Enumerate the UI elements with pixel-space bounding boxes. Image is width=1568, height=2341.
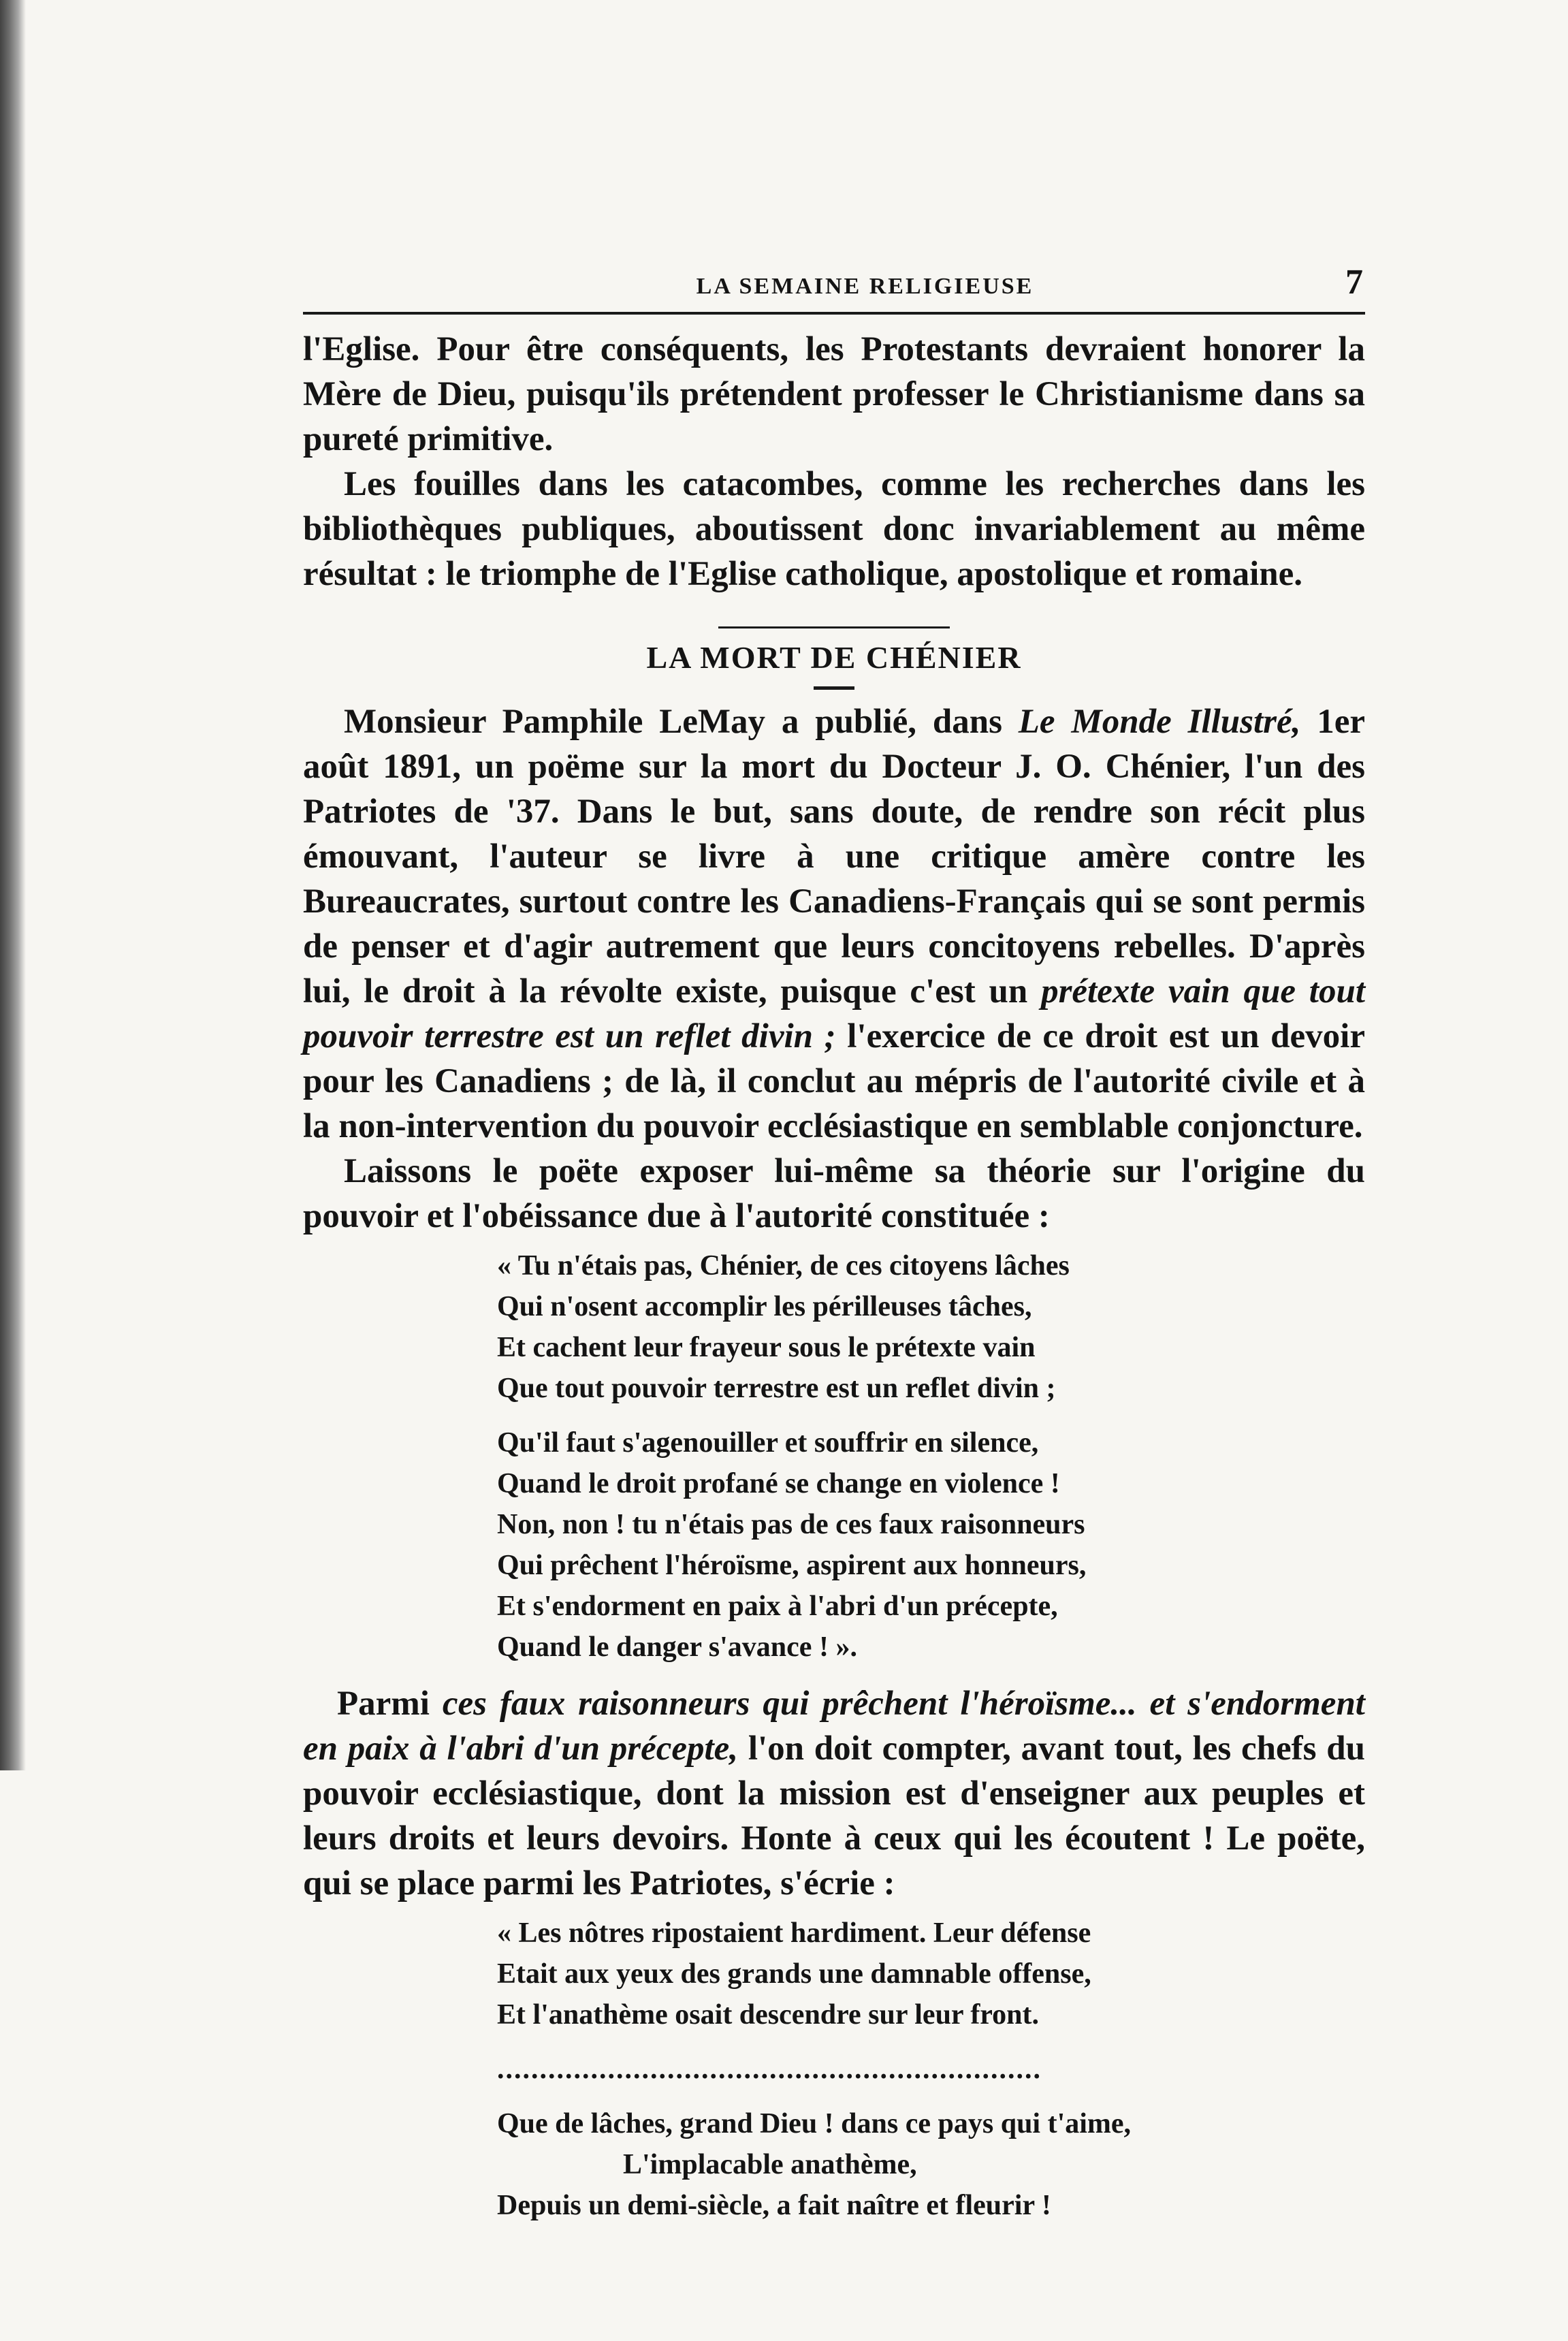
poem-1-stanza-2 <box>497 1422 1365 1668</box>
paragraph-5-quote: ces faux raisonneurs qui prêchent l'héroïsme... et s'endorment en paix à l'abri d'un précepte, <box>303 1685 1365 1768</box>
paragraph-intro-1: l'Eglise. Pour être conséquents, les Protestants devraient honorer la Mère de Dieu, puisqu'ils prétendent professer le Christianisme dans sa pureté primitive. <box>303 330 1365 458</box>
poem-2-stanza-2 <box>497 2103 1365 2226</box>
paragraph-4: Laissons le poëte exposer lui-même sa théorie sur l'origine du pouvoir et l'obéissance due à l'autorité constituée : <box>303 1152 1365 1235</box>
running-header <box>303 262 1365 315</box>
verse-line: Quand le danger s'avance ! ». <box>497 1631 857 1663</box>
verse-line: Etait aux yeux des grands une damnable offense, <box>497 1958 1091 1990</box>
verse-line: Quand le droit profané se change en violence ! <box>497 1468 1060 1499</box>
paragraph-3-quote: prétexte vain que tout pouvoir terrestre est un reflet divin ; <box>303 972 1365 1055</box>
poem-1-stanza-1 <box>497 1245 1365 1409</box>
verse-line: Qui prêchent l'héroïsme, aspirent aux honneurs, <box>497 1550 1087 1581</box>
verse-line: L'implacable anathème, <box>623 2149 917 2180</box>
verse-line: Qui n'osent accomplir les périlleuses tâches, <box>497 1291 1032 1322</box>
paragraph-3-part-a: Monsieur Pamphile LeMay a publié, dans <box>344 703 1019 741</box>
ellipsis-line: ................................................................ <box>497 2054 1042 2085</box>
verse-line: Que tout pouvoir terrestre est un reflet divin ; <box>497 1373 1056 1404</box>
verse-line: Qu'il faut s'agenouiller et souffrir en silence, <box>497 1427 1039 1459</box>
paragraph-5-part-c: l'on doit compter, avant tout, les chefs du pouvoir ecclésiastique, dont la mission est d'enseigner aux peuples et leurs droits et leurs devoirs. Honte à ceux qui les écoutent ! Le poëte, qui se place parmi les Patriotes, s'écrie : <box>303 1730 1365 1902</box>
verse-line: Et l'anathème osait descendre sur leur front. <box>497 1999 1040 2031</box>
verse-line: Non, non ! tu n'étais pas de ces faux raisonneurs <box>497 1509 1085 1540</box>
running-title: LA SEMAINE RELIGIEUSE <box>696 274 1034 299</box>
section-divider <box>718 626 950 628</box>
section-title: LA MORT DE CHÉNIER <box>646 640 1022 675</box>
verse-line: Que de lâches, grand Dieu ! dans ce pays qui t'aime, <box>497 2108 1132 2139</box>
paragraph-intro-2: Les fouilles dans les catacombes, comme les recherches dans les bibliothèques publiques, aboutissent donc invariablement au même résultat : le triomphe de l'Eglise catholique, apostolique et romaine. <box>303 465 1365 593</box>
verse-line: Et cachent leur frayeur sous le prétexte vain <box>497 1332 1036 1363</box>
book-binding-edge <box>0 0 26 1770</box>
poem-2 <box>497 1913 1365 2226</box>
title-dash <box>814 686 854 690</box>
verse-line: « Tu n'étais pas, Chénier, de ces citoyens lâches <box>497 1250 1070 1281</box>
page-number: 7 <box>1345 263 1365 302</box>
page-content <box>303 262 1365 2240</box>
paragraph-5 <box>303 1681 1365 1906</box>
verse-line: « Les nôtres ripostaient hardiment. Leur défense <box>497 1917 1091 1949</box>
paragraph-3-part-c: 1er août 1891, un poëme sur la mort du Docteur J. O. Chénier, l'un des Patriotes de '37. Dans le but, sans doute, de rendre son récit plus émouvant, l'auteur se livre à une critique amère contre les Bureaucrates, surtout contre les Canadiens-Français qui se sont permis de penser et d'agir autrement que leurs concitoyens rebelles. D'après lui, le droit à la révolte existe, puisque c'est un <box>303 703 1365 1010</box>
verse-line: Et s'endorment en paix à l'abri d'un précepte, <box>497 1591 1058 1622</box>
paragraph-3-journal: Le Monde Illustré, <box>1018 703 1301 741</box>
poem-1 <box>497 1245 1365 1668</box>
paragraph-3-part-e: l'exercice de ce droit est un devoir pour les Canadiens ; de là, il conclut au mépris de l'autorité civile et à la non-intervention du pouvoir ecclésiastique en semblable conjoncture. <box>303 1017 1365 1145</box>
verse-line: Depuis un demi-siècle, a fait naître et fleurir ! <box>497 2190 1051 2221</box>
paragraph-5-part-a: Parmi <box>337 1685 443 1723</box>
paragraph-3 <box>303 699 1365 1149</box>
poem-2-stanza-1 <box>497 1913 1365 2035</box>
